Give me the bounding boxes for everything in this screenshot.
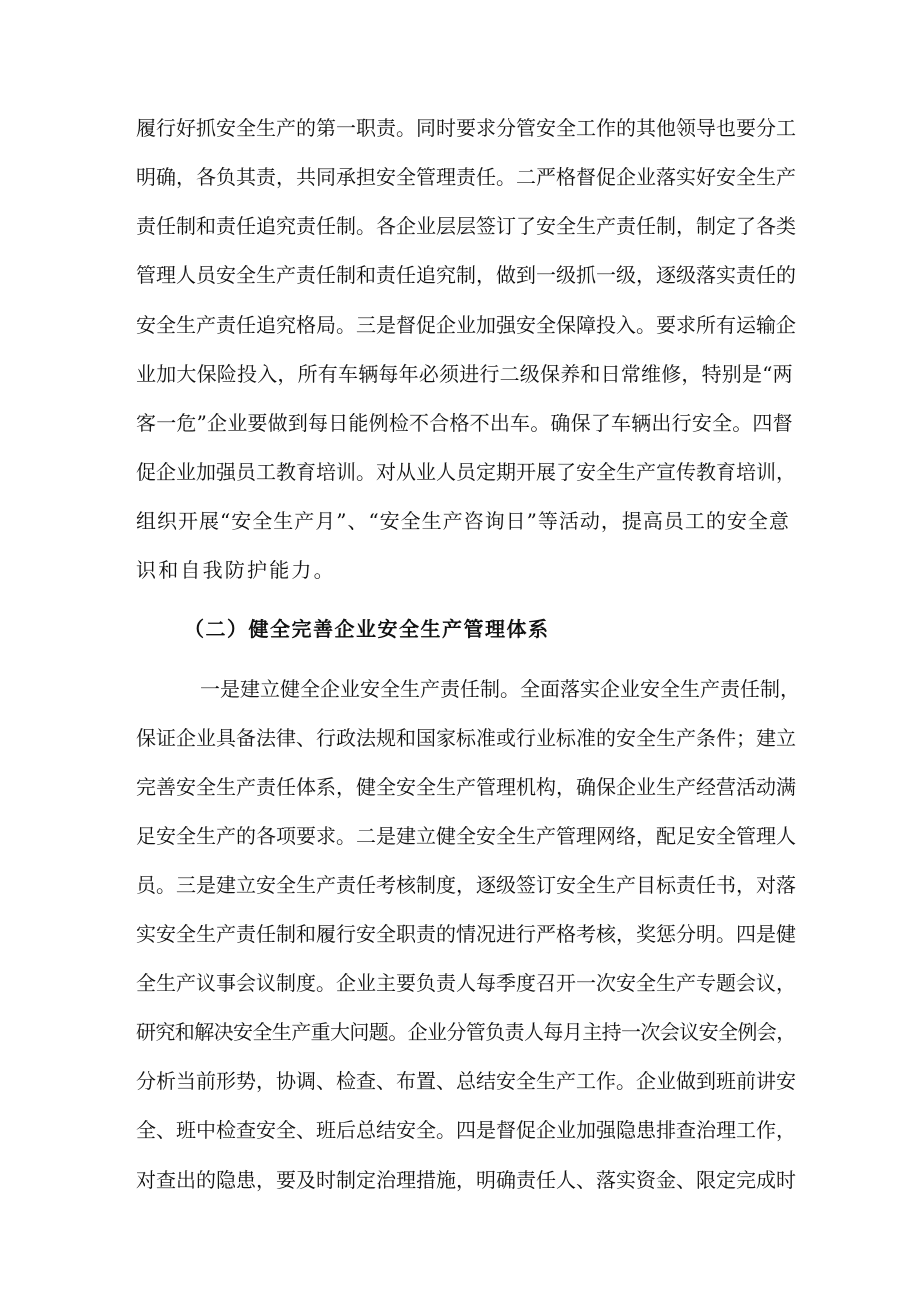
paragraph1-line-8: 促企业加强员工教育培训。对从业人员定期开展了安全生产宣传教育培训， (136, 460, 796, 484)
paragraph2-line-2: 保证企业具备法律、行政法规和国家标准或行业标准的安全生产条件；建立 (136, 726, 796, 750)
paragraph2-line-5: 员。三是建立安全生产责任考核制度，逐级签订安全生产目标责任书，对落 (136, 873, 796, 897)
paragraph1-line-9: 组织开展“安全生产月”、“安全生产咨询日”等活动，提高员工的安全意 (136, 509, 790, 533)
paragraph2-line-8: 研究和解决安全生产重大问题。企业分管负责人每月主持一次会议安全例会， (136, 1020, 796, 1044)
paragraph2-line-6: 实安全生产责任制和履行安全职责的情况进行严格考核，奖惩分明。四是健 (136, 922, 796, 946)
section-heading: （二）健全完善企业安全生产管理体系 (184, 617, 550, 641)
paragraph2-line-3: 完善安全生产责任体系，健全安全生产管理机构，确保企业生产经营活动满 (136, 775, 796, 799)
paragraph1-line-1: 履行好抓安全生产的第一职责。同时要求分管安全工作的其他领导也要分工 (136, 116, 796, 140)
paragraph2-line-7: 全生产议事会议制度。企业主要负责人每季度召开一次安全生产专题会议， (136, 971, 796, 995)
paragraph1-line-7: 客一危”企业要做到每日能例检不合格不出车。确保了车辆出行安全。四督 (136, 411, 793, 435)
paragraph1-line-4: 管理人员安全生产责任制和责任追究制，做到一级抓一级，逐级落实责任的 (136, 263, 796, 287)
paragraph1-line-3: 责任制和责任追究责任制。各企业层层签订了安全生产责任制，制定了各类 (136, 214, 796, 238)
paragraph1-line-5: 安全生产责任追究格局。三是督促企业加强安全保障投入。要求所有运输企 (136, 313, 796, 337)
paragraph1-line-6: 业加大保险投入，所有车辆每年必须进行二级保养和日常维修，特别是“两 (136, 362, 793, 386)
paragraph2-line-10: 全、班中检查安全、班后总结安全。四是督促企业加强隐患排查治理工作， (136, 1118, 796, 1142)
paragraph2-line-9: 分析当前形势，协调、检查、布置、总结安全生产工作。企业做到班前讲安 (136, 1069, 796, 1093)
paragraph2-line-1: 一是建立健全企业安全生产责任制。全面落实企业安全生产责任制， (200, 677, 800, 701)
paragraph2-line-4: 足安全生产的各项要求。二是建立健全安全生产管理网络，配足安全管理人 (136, 824, 796, 848)
paragraph1-line-2: 明确，各负其责，共同承担安全管理责任。二严格督促企业落实好安全生产 (136, 165, 796, 189)
paragraph2-line-11: 对查出的隐患，要及时制定治理措施，明确责任人、落实资金、限定完成时 (136, 1168, 796, 1192)
paragraph1-line-10: 识和自我防护能力。 (136, 558, 336, 582)
